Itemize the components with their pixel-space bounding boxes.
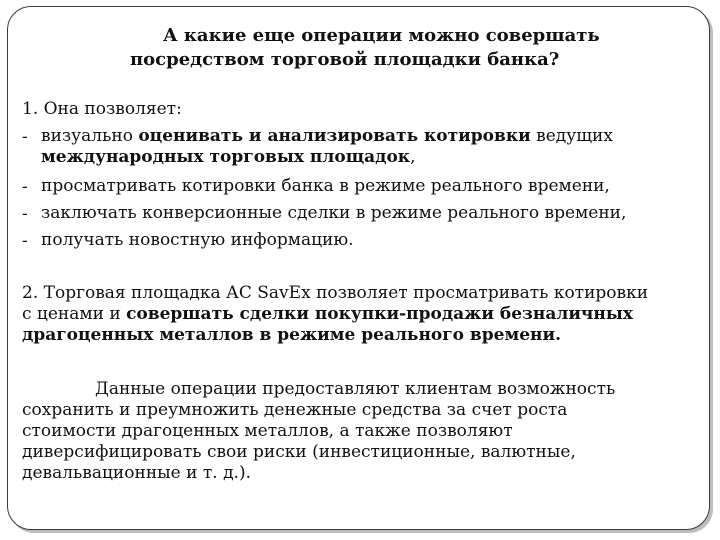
section3-line: девальвационные и т. д.). xyxy=(22,463,252,483)
section3-line: сохранить и преумножить денежные средства за счет роста xyxy=(22,400,568,420)
section3-line: Данные операции предоставляют клиентам возможность xyxy=(95,379,616,399)
list-item-text: получать новостную информацию. xyxy=(41,230,354,250)
bullet-marker: - xyxy=(22,177,28,197)
list-item-bold: оценивать и анализировать котировки xyxy=(138,126,531,146)
section2-line-2-bold: совершать сделки покупки-продажи безналичных xyxy=(126,304,633,324)
list-item-bold: международных торговых площадок xyxy=(41,147,411,167)
section1-intro: 1. Она позволяет: xyxy=(22,99,182,119)
list-item-text xyxy=(41,127,613,147)
section2-line-3 xyxy=(22,326,561,346)
list-item-pre: визуально xyxy=(41,126,139,146)
section3-line: диверсифицировать свои риски (инвестиционные, валютные, xyxy=(22,442,576,462)
list-item-text: заключать конверсионные сделки в режиме реального времени, xyxy=(41,203,627,223)
bullet-marker: - xyxy=(22,127,28,147)
list-item-text: просматривать котировки банка в режиме реального времени, xyxy=(41,176,610,196)
bullet-marker: - xyxy=(22,231,28,251)
section2-line-1: 2. Торговая площадка АС SavEx позволяет просматривать котировки xyxy=(22,283,649,303)
list-item-post: , xyxy=(410,147,416,167)
section2-line-2-pre: с ценами и xyxy=(22,304,127,324)
bullet-marker: - xyxy=(22,204,28,224)
list-item-text-continued xyxy=(41,148,415,168)
section2-line-2 xyxy=(22,305,633,325)
slide-title-line-1: А какие еще операции можно совершать xyxy=(163,25,600,46)
section2-line-3-bold: драгоценных металлов в режиме реального времени. xyxy=(22,325,561,345)
section3-line: стоимости драгоценных металлов, а также позволяют xyxy=(22,421,513,441)
slide-title-line-2: посредством торговой площадки банка? xyxy=(130,49,560,70)
list-item-post: ведущих xyxy=(530,126,613,146)
